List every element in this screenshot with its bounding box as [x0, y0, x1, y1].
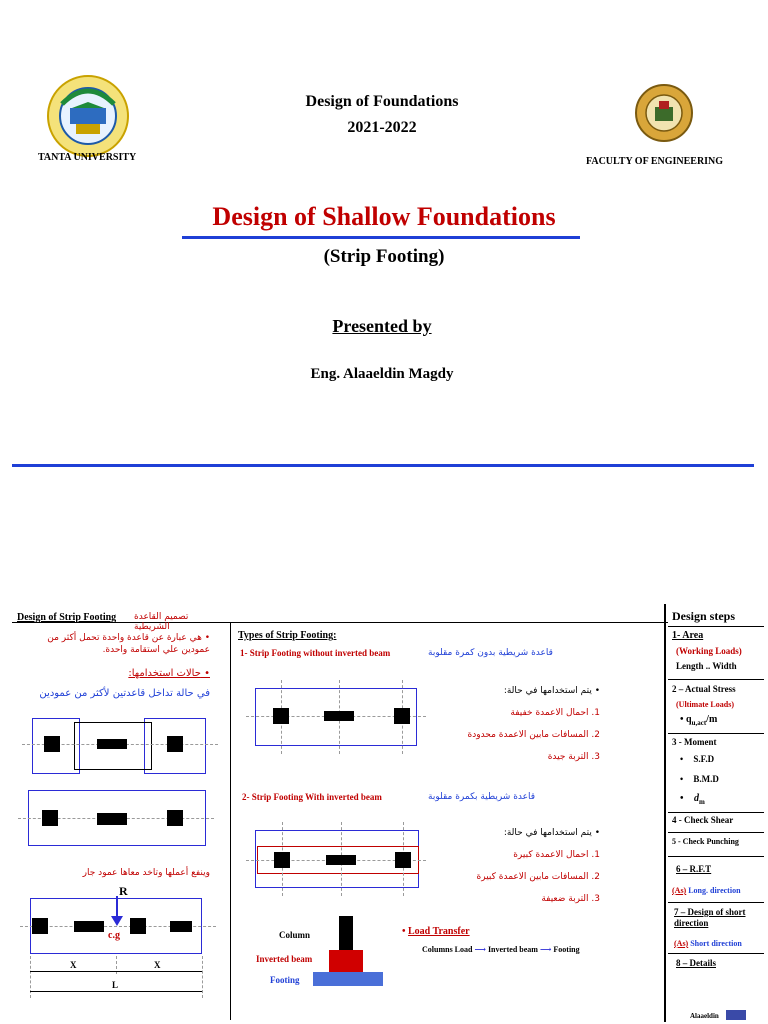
type1-title: 1- Strip Footing without inverted beam: [240, 648, 391, 658]
step-bmd: • B.M.D: [680, 774, 719, 784]
inverted-beam-label: Inverted beam: [256, 954, 313, 964]
l-label: L: [112, 980, 119, 990]
presenter-name: Eng. Alaaeldin Magdy: [310, 366, 454, 382]
arrow-right-icon: ⟶: [539, 945, 552, 954]
d-symbol: d: [694, 793, 700, 804]
flow-step: Inverted beam: [487, 945, 538, 954]
flow-step: Footing: [553, 945, 580, 954]
definition-text: [30, 632, 210, 656]
step-area: 1- Area: [672, 630, 704, 641]
column-rect: [97, 739, 127, 749]
type1-usage: [440, 680, 600, 768]
strip-footing-heading: Design of Strip Footing: [17, 612, 117, 623]
type2-title: 2- Strip Footing With inverted beam: [242, 792, 382, 802]
combine-note-ar: وينفع أعملها وتاخد معاها عمود جار: [82, 868, 210, 878]
type1-title-ar: قاعدة شريطية بدون كمرة مقلوبة: [428, 648, 553, 658]
column-rect: [170, 921, 192, 932]
footing-label: Footing: [270, 975, 300, 985]
header-title: Design of Foundations: [305, 93, 459, 110]
q-symbol: q: [686, 714, 692, 725]
column-rect: [326, 855, 356, 865]
column-square: [167, 810, 183, 826]
column-square: [167, 736, 183, 752]
column-square: [130, 918, 146, 934]
divider: [668, 626, 764, 627]
d-subscript: m: [699, 798, 705, 806]
faculty-engineering-logo: [633, 83, 695, 143]
type1-case-ar: التربة جيدة: [547, 752, 589, 762]
type1-case: 1. احمال الاعمدة خفيفة: [510, 708, 600, 718]
column-square: [44, 736, 60, 752]
step-actual-stress: 2 – Actual Stress: [672, 684, 736, 694]
column-label: Column: [279, 930, 311, 940]
column-square: [394, 708, 410, 724]
left-column-separator: [230, 622, 231, 1020]
step-short-dir: [674, 939, 766, 948]
type2-case: 2. المسافات مابين الاعمدة كبيرة: [476, 872, 600, 882]
step-stress-q: • $q_{u,act}/m$: [680, 714, 718, 727]
q-subscript: u,act: [691, 719, 707, 727]
divider: [668, 953, 764, 954]
footer-logo: [726, 1010, 746, 1020]
type2-case-ar: احمال الاعمدة كبيرة: [513, 850, 589, 860]
type2-usage: [440, 822, 600, 910]
column-rect: [74, 921, 104, 932]
type1-case: 2. المسافات مابين الاعمدة محدودة: [467, 730, 600, 740]
divider: [668, 812, 764, 813]
type1-case-ar: المسافات مابين الاعمدة محدودة: [467, 730, 589, 740]
types-heading: Types of Strip Footing:: [238, 630, 337, 641]
step-check-shear: 4 - Check Shear: [672, 815, 734, 825]
load-transfer-label: Load Transfer: [408, 926, 470, 937]
footer-name: Alaaeldin: [690, 1012, 719, 1020]
x-dimension-line: [30, 971, 202, 972]
divider: [668, 902, 764, 903]
column-square: [395, 852, 411, 868]
bmd-label: B.M.D: [693, 774, 719, 784]
as-label: (As): [672, 886, 687, 895]
bullet-icon: •: [201, 633, 210, 643]
arrow-right-icon: ⟶: [474, 945, 486, 954]
load-transfer-title: [402, 926, 470, 937]
bullet-icon: •: [402, 926, 409, 937]
column-square: [32, 918, 48, 934]
usage-heading: [60, 668, 210, 679]
as-label: (As): [674, 939, 689, 948]
l-dimension-line: [30, 991, 202, 992]
q-unit: /m: [706, 714, 718, 725]
slide-divider: [12, 464, 754, 467]
step-dm: • $d_m$: [680, 793, 705, 806]
divider: [668, 733, 764, 734]
header-year: 2021-2022: [347, 119, 417, 136]
column-square: [274, 852, 290, 868]
main-title: Design of Shallow Foundations: [212, 202, 556, 231]
step-area-sub: (Working Loads): [676, 646, 742, 656]
type1-case-ar: احمال الاعمدة خفيفة: [510, 708, 589, 718]
x-label-left: X: [70, 960, 77, 970]
divider: [668, 679, 764, 680]
type2-case: 3. التربة ضعيفة: [541, 894, 600, 904]
sfd-label: S.F.D: [693, 754, 715, 764]
usage-heading-ar: حالات استخدامها:: [128, 668, 201, 679]
step-details: 8 – Details: [676, 958, 716, 968]
presented-by: Presented by: [332, 316, 432, 336]
section-column: [339, 916, 353, 950]
type2-usage-intro: • يتم استخدامها في حالة:: [503, 828, 600, 838]
step-rft: 6 – R.F.T: [676, 864, 712, 874]
long-direction-label: Long. direction: [688, 886, 741, 895]
step-moment: 3 - Moment: [672, 737, 717, 747]
strip-footing-heading-ar: تصميم القاعدة الشريطية: [134, 612, 189, 632]
step-rft-dir: [672, 886, 768, 895]
left-institution: TANTA UNIVERSITY: [38, 152, 137, 163]
design-steps-title: Design steps: [672, 609, 736, 623]
divider: [668, 832, 764, 833]
subtitle: (Strip Footing): [323, 246, 445, 267]
title-underline: [182, 236, 580, 239]
step-stress-sub: (Ultimate Loads): [676, 700, 734, 709]
type2-case-ar: المسافات مابين الاعمدة كبيرة: [476, 872, 589, 882]
type1-case: 3. التربة جيدة: [547, 752, 600, 762]
definition-ar: هي عبارة عن قاعدة واحدة تحمل أكثر من عمودين علي استقامة واحدة.: [47, 633, 210, 655]
x-label-right: X: [154, 960, 161, 970]
type2-title-ar: قاعدة شريطية بكمرة مقلوبة: [428, 792, 536, 802]
tanta-university-logo: [46, 74, 130, 158]
type2-case-ar: التربة ضعيفة: [541, 894, 589, 904]
divider: [668, 856, 764, 857]
right-institution: FACULTY OF ENGINEERING: [586, 156, 724, 167]
dimension-tick: [202, 956, 203, 998]
step-sfd: • S.F.D: [680, 754, 715, 764]
type1-usage-intro: • يتم استخدامها في حالة:: [503, 686, 600, 696]
section-inverted-beam: [329, 950, 363, 972]
cg-label: c.g: [108, 930, 120, 941]
bullet-icon: •: [200, 668, 210, 679]
resultant-label: R: [119, 884, 128, 898]
type2-case: 1. احمال الاعمدة كبيرة: [513, 850, 600, 860]
column-square: [42, 810, 58, 826]
column-rect: [97, 813, 127, 825]
flow-step: Columns Load: [422, 945, 473, 954]
short-direction-label: Short direction: [690, 939, 742, 948]
column-square: [273, 708, 289, 724]
type1-usage-intro-ar: يتم استخدامها في حالة:: [503, 686, 592, 696]
step-check-punching: 5 - Check Punching: [672, 837, 739, 846]
type2-usage-intro-ar: يتم استخدامها في حالة:: [503, 828, 592, 838]
column-rect: [324, 711, 354, 721]
load-transfer-flow: [422, 944, 580, 954]
steps-panel-border: [664, 604, 666, 1022]
section-footing: [313, 972, 383, 986]
usage-case-ar: في حالة تداخل قاعدتين لأكثر من عمودين: [39, 688, 210, 699]
step-short-direction: 7 – Design of short direction: [674, 907, 746, 928]
step-area-sub2: Length .. Width: [676, 661, 737, 671]
